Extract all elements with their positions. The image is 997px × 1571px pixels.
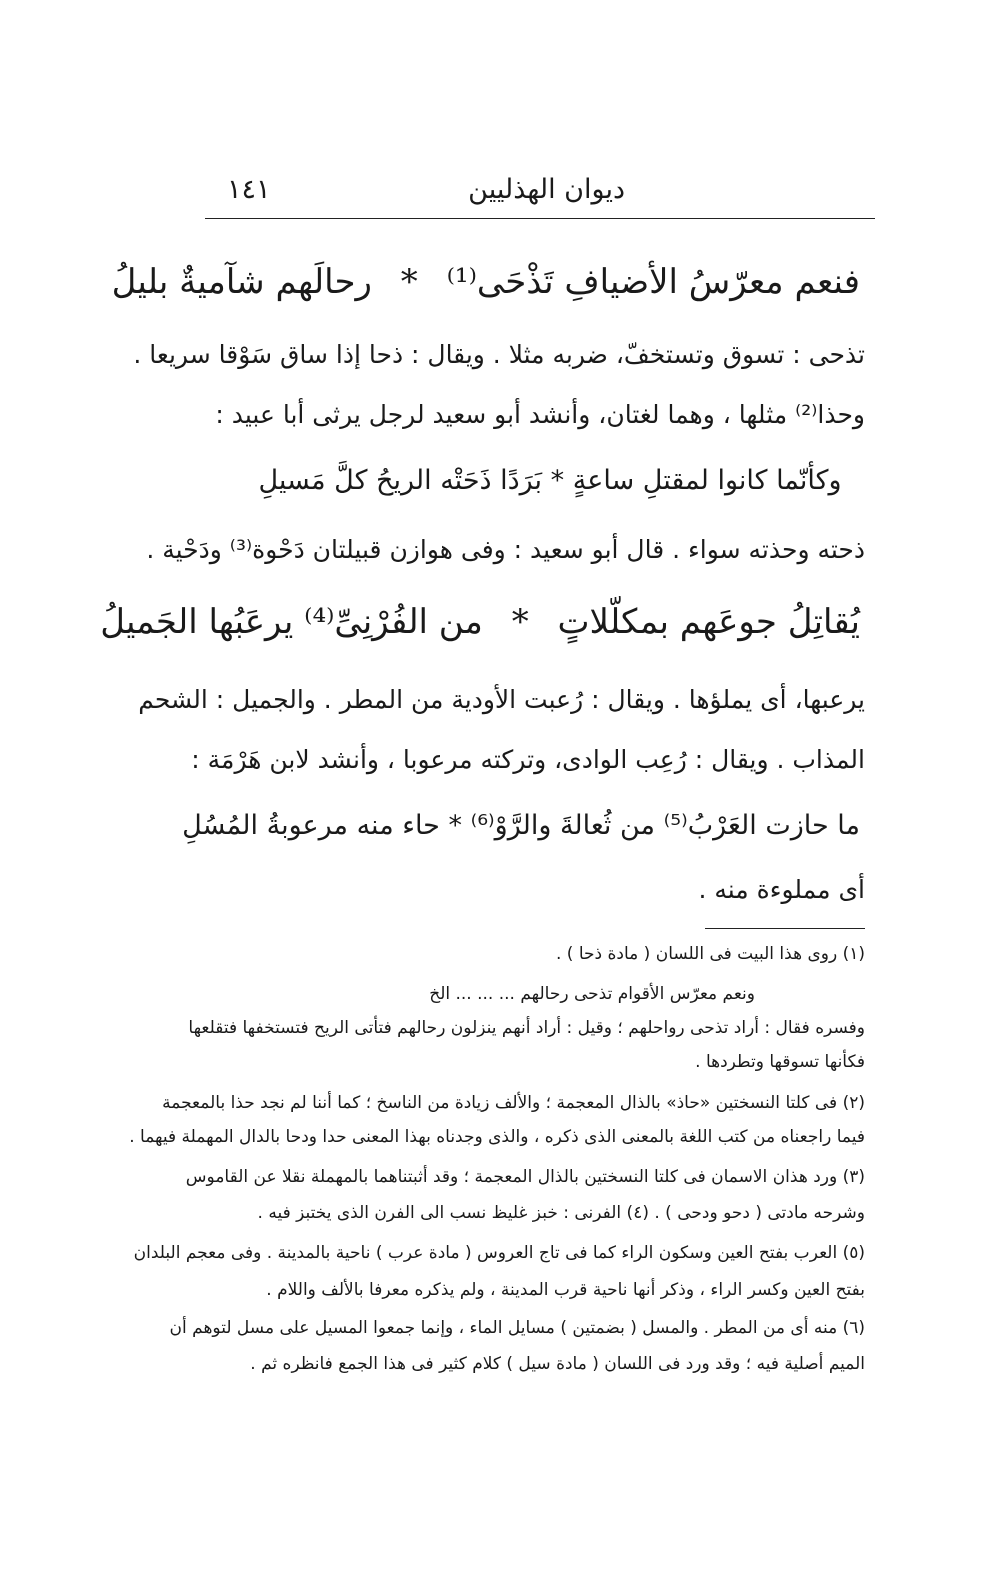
- verse-separator: *: [448, 810, 462, 841]
- verse-separator: *: [550, 465, 565, 496]
- verse-hemistich-second: رحالَهم شآميةٌ بليلُ: [111, 262, 372, 302]
- prose-line-3: ذحته وحذته سواء . قال أبو سعيد : وفى هوازن قبيلتان دَحْوة⁽³⁾ ودَحْية .: [146, 535, 865, 564]
- footnote-6-line-1: (٦) منه أى من المطر . والمسل ( بضمتين ) مسايل الماء ، وإنما جمعوا المسيل على مسل لتوهم أن: [169, 1318, 865, 1338]
- verse-line-4: [182, 810, 860, 841]
- footnote-3-line-1: (٣) ورد هذان الاسمان فى كلتا النسختين بالذال المعجمة ؛ وقد أثبتناهما بالمهملة نقلا عن القاموس: [185, 1167, 865, 1187]
- verse-separator: *: [511, 602, 529, 642]
- verse-hemistich-first: وكأنّما كانوا لمقتلِ ساعةٍ: [572, 465, 842, 496]
- footnote-2-line-1: (٢) فى كلتا النسختين «حاذ» بالذال المعجمة ؛ والألف زيادة من الناسخ ؛ كما أننا لم نجد حذا بالمعجمة: [162, 1093, 865, 1113]
- prose-line-2: وحذا⁽²⁾ مثلها ، وهما لغتان، وأنشد أبو سعيد لرجل يرثى أبا عبيد :: [215, 400, 865, 429]
- footnote-5-line-1: (٥) العرب بفتح العين وسكون الراء كما فى تاج العروس ( مادة عرب ) ناحية بالمدينة . وفى معجم البلدان: [133, 1243, 865, 1263]
- footnote-5-line-2: بفتح العين وكسر الراء ، وذكر أنها ناحية قرب المدينة ، ولم يذكره معرفا بالألف واللام .: [266, 1280, 865, 1300]
- footnote-divider: [705, 928, 865, 929]
- page-header: [205, 170, 875, 219]
- footnote-6-line-2: الميم أصلية فيه ؛ وقد ورد فى اللسان ( مادة سيل ) كلام كثير فى هذا الجمع فانظره ثم .: [250, 1354, 865, 1374]
- verse-hemistich-second: بَرَدًا ذَحَتْه الريحُ كلَّ مَسيلِ: [258, 465, 543, 496]
- prose-line-5: المذاب . ويقال : رُعِب الوادى، وتركته مرعوبا ، وأنشد لابن هَرْمَة :: [191, 745, 865, 774]
- verse-hemistich-first: يُقاتِلُ جوعَهم بمكلّلاتٍ: [557, 602, 860, 642]
- prose-line-1: تذحى : تسوق وتستخفّ، ضربه مثلا . ويقال : ذحا إذا ساق سَوْقا سريعا .: [133, 340, 865, 369]
- running-title: ديوان الهذليين: [468, 174, 625, 205]
- footnote-2-line-2: فيما راجعناه من كتب اللغة بالمعنى الذى ذكره ، والذى وجدناه بهذا المعنى حدا ودحا بالدال المهملة فيهما .: [129, 1127, 865, 1147]
- footnote-1-line-1: (١) روى هذا البيت فى اللسان ( مادة ذحا ) .: [556, 944, 865, 964]
- verse-line-1: [111, 262, 860, 302]
- verse-hemistich-second: من الفُرْنِىِّ⁽⁴⁾ يرعَبُها الجَميلُ: [100, 602, 483, 642]
- page-number: ١٤١: [227, 174, 271, 205]
- verse-hemistich-first: فنعم معرّسُ الأضيافِ تَذْحَى⁽¹⁾: [446, 262, 860, 302]
- verse-line-3: [100, 602, 860, 642]
- verse-separator: *: [400, 262, 418, 302]
- footnote-1-line-2: وفسره فقال : أراد تذحى رواحلهم ؛ وقيل : أراد أنهم ينزلون رحالهم فتأتى الريح فتستخفها فتقلعها: [188, 1018, 865, 1038]
- footnote-3-4-line: وشرحه مادتى ( دحو ودحى ) . (٤) الفرنى : خبز غليظ نسب الى الفرن الذى يختبز فيه .: [257, 1203, 865, 1223]
- verse-line-2: [240, 465, 860, 496]
- prose-line-6: أى مملوءة منه .: [698, 875, 865, 904]
- verse-hemistich-first: ما حازت العَرْبُ⁽⁵⁾ من ثُعالةَ والرَّوْ⁽⁶⁾: [470, 810, 860, 841]
- footnote-1-line-3: فكأنها تسوقها وتطردها .: [695, 1052, 865, 1072]
- verse-hemistich-second: حاء منه مرعوبةُ المُسُلِ: [182, 810, 440, 841]
- prose-line-4: يرعبها، أى يملؤها . ويقال : رُعبت الأودية من المطر . والجميل : الشحم: [138, 685, 865, 714]
- footnote-1-quoted-verse: ونعم معرّس الأقوام تذحى رحالهم ... ... ... الخ: [429, 984, 755, 1004]
